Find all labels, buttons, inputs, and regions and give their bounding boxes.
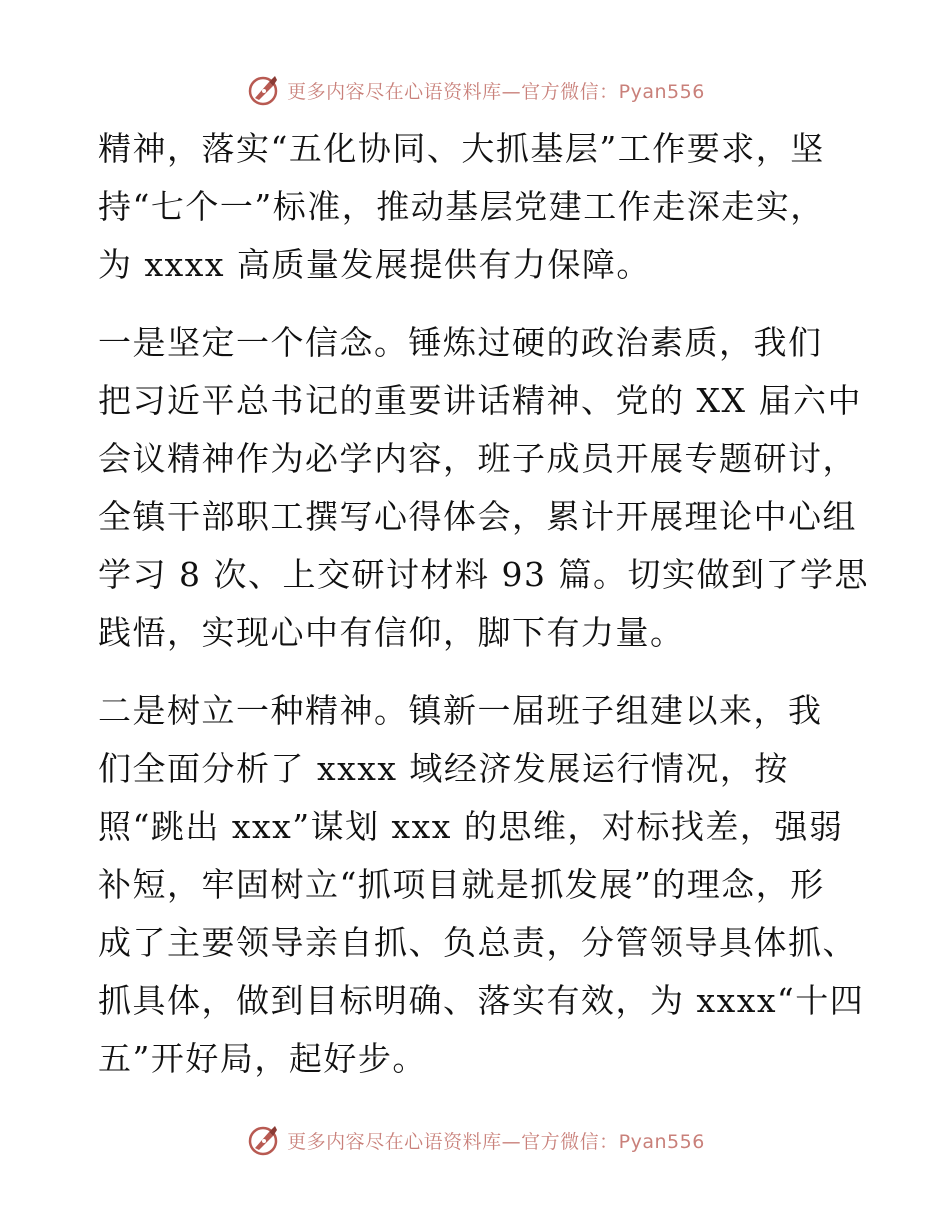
text-line: 全镇干部职工撰写心得体会，累计开展理论中心组 [98, 497, 857, 536]
paragraph-2 [98, 314, 869, 662]
watermark-text: 更多内容尽在心语资料库—官方微信：Pyan556 [287, 1130, 705, 1153]
paragraph-3 [98, 682, 865, 1088]
watermark-text: 更多内容尽在心语资料库—官方微信：Pyan556 [287, 80, 705, 103]
text-line: 精神，落实“五化协同、大抓基层”工作要求，坚 [98, 129, 825, 168]
text-line: 会议精神作为必学内容，班子成员开展专题研讨， [98, 439, 857, 478]
text-line: 持“七个一”标准，推动基层党建工作走深走实， [98, 187, 825, 226]
text-line: 照“跳出 xxx”谋划 xxx 的思维，对标找差，强弱 [98, 807, 844, 846]
footer-watermark [0, 1120, 950, 1160]
text-line: 们全面分析了 xxxx 域经济发展运行情况，按 [98, 749, 789, 788]
text-line: 为 xxxx 高质量发展提供有力保障。 [98, 245, 651, 284]
text-line: 践悟，实现心中有信仰，脚下有力量。 [98, 613, 685, 652]
text-line: 学习 8 次、上交研讨材料 93 篇。切实做到了学思 [98, 555, 869, 594]
text-line: 一是坚定一个信念。锤炼过硬的政治素质，我们 [98, 323, 823, 362]
text-line: 二是树立一种精神。镇新一届班子组建以来，我 [98, 691, 823, 730]
paragraph-1 [98, 120, 858, 294]
text-line: 五”开好局，起好步。 [98, 1039, 427, 1078]
document-body [98, 120, 869, 1088]
text-line: 抓具体，做到目标明确、落实有效，为 xxxx“十四 [98, 981, 865, 1020]
pen-nib-logo-icon [245, 1122, 281, 1158]
text-line: 补短，牢固树立“抓项目就是抓发展”的理念，形 [98, 865, 825, 904]
pen-nib-logo-icon [245, 72, 281, 108]
header-watermark [0, 70, 950, 110]
text-line: 成了主要领导亲自抓、负总责，分管领导具体抓、 [98, 923, 857, 962]
text-line: 把习近平总书记的重要讲话精神、党的 XX 届六中 [98, 381, 862, 420]
